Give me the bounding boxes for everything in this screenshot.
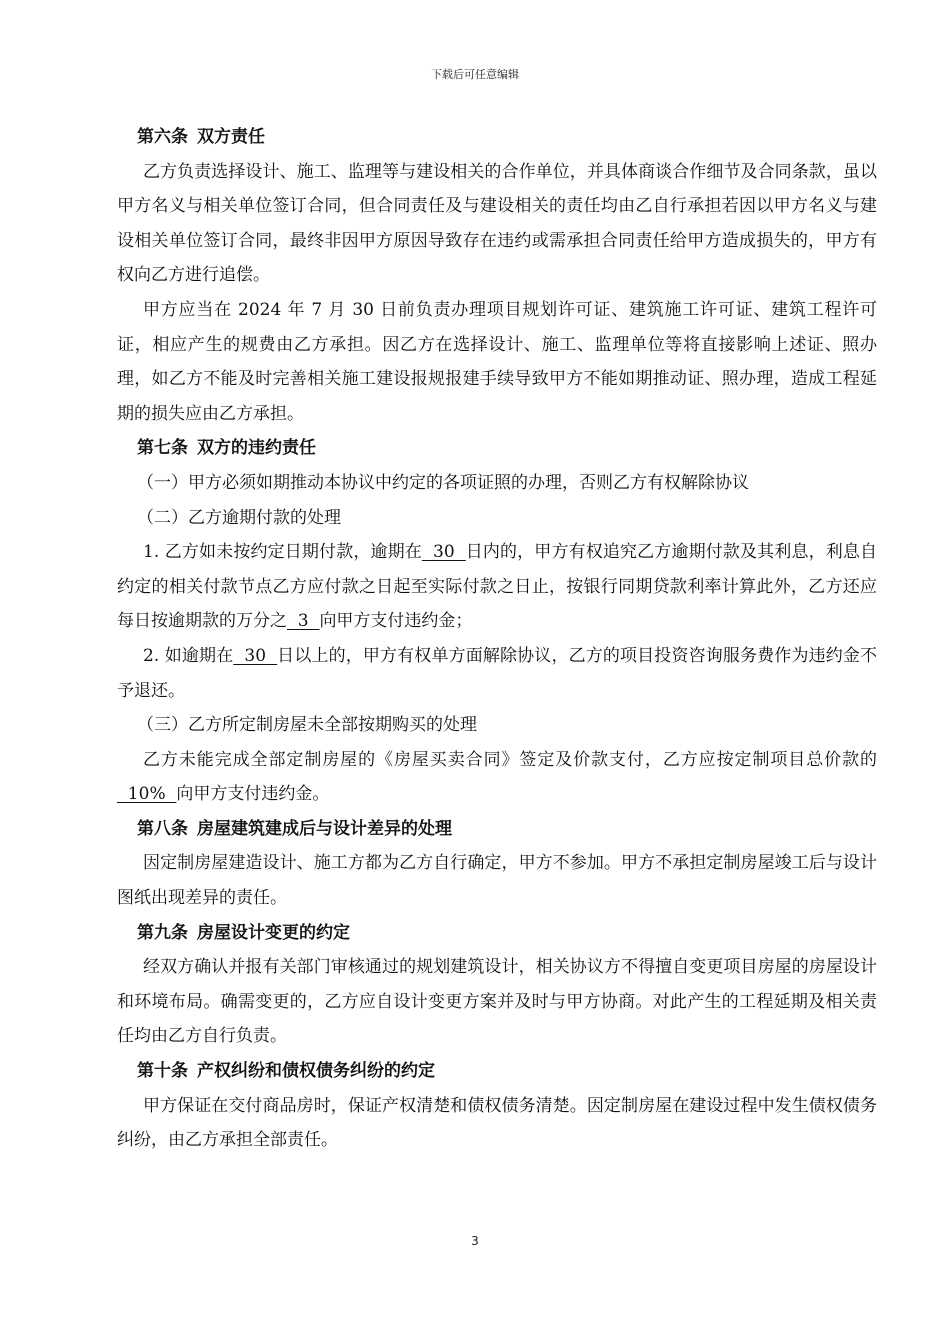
article-7-clause-3	[117, 743, 877, 812]
article-7-title: 双方的违约责任	[197, 438, 316, 459]
article-7-clause-1	[117, 535, 877, 639]
article-9-number: 第九条	[137, 922, 188, 943]
article-10-number: 第十条	[137, 1061, 188, 1082]
clause-1-text-a: 1. 乙方如未按约定日期付款，逾期在	[143, 542, 422, 563]
article-7-item-2: （二）乙方逾期付款的处理	[137, 507, 341, 528]
article-8-heading	[117, 812, 877, 847]
article-9-paragraph-1: 经双方确认并报有关部门审核通过的规划建筑设计，相关协议方不得擅自变更项目房屋的房屋设计和环境布局。确需变更的，乙方应自设计变更方案并及时与甲方协商。对此产生的工程延期及相关责任均由乙方自行负责。	[117, 957, 877, 1047]
overdue-days-field: 30	[421, 542, 466, 563]
article-7-number: 第七条	[137, 438, 188, 459]
clause-3-text-b: 向甲方支付违约金。	[176, 784, 330, 805]
article-10-paragraph-1: 甲方保证在交付商品房时，保证产权清楚和债权债务清楚。因定制房屋在建设过程中发生债权债务纠纷，由乙方承担全部责任。	[117, 1095, 877, 1151]
article-9-title: 房屋设计变更的约定	[197, 922, 350, 943]
termination-days-field: 30	[233, 645, 278, 666]
document-body	[117, 120, 877, 1158]
clause-1-text-c: 向甲方支付违约金；	[319, 611, 473, 632]
page-header: 下载后可任意编辑	[431, 68, 519, 81]
article-6-title: 双方责任	[197, 127, 265, 147]
article-6-number: 第六条	[137, 127, 188, 147]
page-number: 3	[471, 1234, 479, 1248]
article-7-clause-2	[117, 639, 877, 708]
article-6-heading	[117, 120, 877, 155]
penalty-percent-field: 10%	[117, 784, 177, 805]
clause-3-text-a: 乙方未能完成全部定制房屋的《房屋买卖合同》签定及价款支付，乙方应按定制项目总价款的	[143, 749, 877, 770]
clause-2-text-b: 日以上的，甲方有权单方面解除协议，乙方的项目投资咨询服务费作为违约金不予退还。	[117, 645, 878, 701]
article-7-item-1: （一）甲方必须如期推动本协议中约定的各项证照的办理，否则乙方有权解除协议	[137, 472, 749, 493]
article-8-paragraph-1: 因定制房屋建造设计、施工方都为乙方自行确定，甲方不参加。甲方不承担定制房屋竣工后与设计图纸出现差异的责任。	[117, 853, 877, 909]
article-9-heading	[117, 916, 877, 951]
clause-2-text-a: 2. 如逾期在	[143, 645, 234, 666]
article-7-heading	[117, 431, 877, 466]
article-10-heading	[117, 1054, 877, 1089]
article-10-title: 产权纠纷和债权债务纠纷的约定	[197, 1061, 435, 1082]
penalty-rate-field: 3	[287, 611, 320, 632]
article-8-title: 房屋建筑建成后与设计差异的处理	[197, 818, 452, 839]
article-7-item-3: （三）乙方所定制房屋未全部按期购买的处理	[137, 715, 477, 736]
article-6-paragraph-1: 乙方负责选择设计、施工、监理等与建设相关的合作单位，并具体商谈合作细节及合同条款，虽以甲方名义与相关单位签订合同，但合同责任及与建设相关的责任均由乙自行承担若因以甲方名义与建设相关单位签订合同，最终非因甲方原因导致存在违约或需承担合同责任给甲方造成损失的，甲方有权向乙方进行追偿。	[117, 161, 877, 286]
article-6-paragraph-2: 甲方应当在 2024 年 7 月 30 日前负责办理项目规划许可证、建筑施工许可证、建筑工程许可证，相应产生的规费由乙方承担。因乙方在选择设计、施工、监理单位等将直接影响上述证、照办理，如乙方不能及时完善相关施工建设报规报建手续导致甲方不能如期推动证、照办理，造成工程延期的损失应由乙方承担。	[117, 299, 877, 424]
article-8-number: 第八条	[137, 818, 188, 839]
clause-1-text-b: 日内的，甲方有权追究乙方逾期付款及其利息，利息自约定的相关付款节点乙方应付款之日起至实际付款之日止，按银行同期贷款利率计算此外，乙方还应每日按逾期款的万分之	[117, 542, 878, 632]
